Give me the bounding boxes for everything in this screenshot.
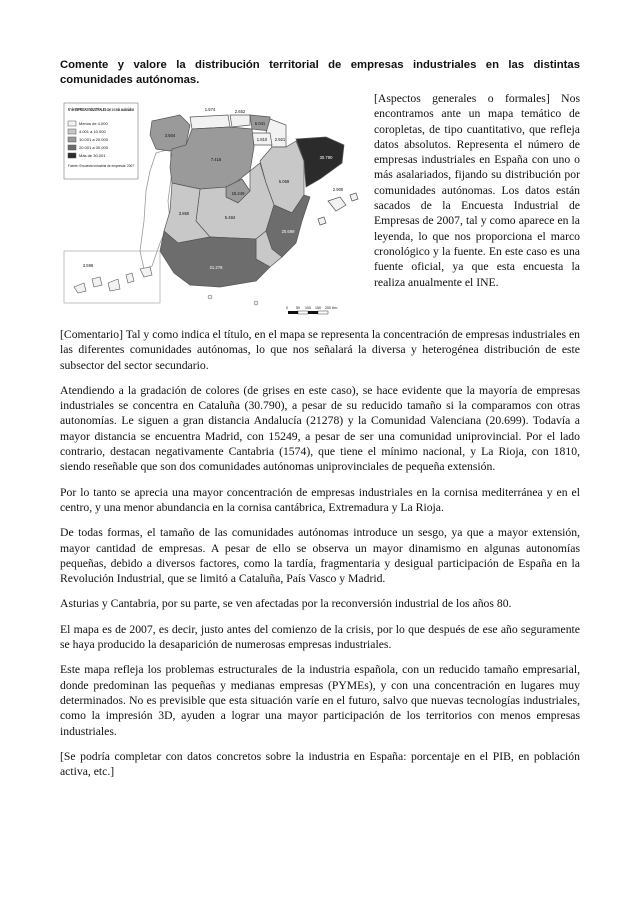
scale-label-150: 150 [315,306,321,310]
legend-swatch-1 [68,121,76,126]
paragraph-comentario: [Comentario] Tal y como indica el título, en el mapa se representa la concentración de empresas industriales en las diferentes comunidades autónomas, lo que nos señalará la diversa y heterogénea distribución de este subsector del sector secundario. [60,328,580,372]
legend-item-2: 4.001 a 10.000 [79,129,106,134]
label-extremadura-value: 3.860 [178,211,190,216]
paragraph-gradacion: Atendiendo a la gradación de colores (de grises en este caso), se hace evidente que la mayoría de empresas industriales se concentra en Cataluña (30.790), a pesar de su reducido tamaño si la comparamos con otras autonomías. Le siguen a gran distancia Andalucía (21278) y la Comunidad Valenciana (20.699). Todavía a mayor distancia se encuentra Madrid, con 15249, a pesar de ser una comunidad uniprovincial. Por el lado contrario, destacan negativamente Cantabria (1574), que tiene el mínimo nacional, y La Rioja, con 1810, siendo reseñable que son dos comunidades autónomas uniprovinciales de pequeña extensión. [60,383,580,474]
region-ceuta [208,295,212,299]
choropleth-map [60,91,364,323]
paragraph-concentracion: Por lo tanto se aprecia una mayor concentración de empresas industriales en la cornisa mediterránea y en el centro, y una menor abundancia en la cornisa cantábrica, Extremadura y La Rioja. [60,485,580,514]
paragraph-sesgo: De todas formas, el tamaño de las comunidades autónomas introduce un sesgo, ya que a mayor extensión, mayor cantidad de empresas. A pesar de ello se observa un mayor dinamismo en algunas autonomías pequeñas, debido a diversos factores, como la tardía, fragmentaria y desigual participación de España en la Revolución Industrial, que se limitó a Cataluña, País Vasco y Madrid. [60,526,580,586]
legend-source: Fuente: Encuesta Industrial de empresas. 2007 [68,164,135,168]
legend-item-5: Más de 30.001 [79,153,106,158]
label-galicia-value: 3.504 [164,133,176,138]
scale-label-200: 200 Km [325,306,338,310]
label-canarias-value: 3.596 [82,263,94,268]
question-title: Comente y valore la distribución territorial de empresas industriales en las distintas comunidades autónomas. [60,59,580,86]
legend-item-1: Menos de 4.000 [79,121,108,126]
region-cantabria [230,115,250,127]
legend-swatch-3 [68,137,76,142]
legend-item-4: 20.001 a 30.000 [79,145,108,150]
scale-label-0: 0 [286,306,288,310]
legend-swatch-2 [68,129,76,134]
label-castilla-la-mancha-value: 5.484 [224,215,236,220]
label-asturias-value: 1.574 [204,107,216,112]
label-navarra-value: 2.921 [274,137,286,142]
legend-swatch-4 [68,145,76,150]
label-madrid-value: 15.249 [231,191,245,196]
spain-map-svg [60,91,364,323]
label-valencia-value: 20.699 [281,229,295,234]
label-pais-vasco-value: 6.041 [254,121,266,126]
scale-label-50: 50 [296,306,300,310]
paragraph-reconversion: Asturias y Cantabria, por su parte, se ven afectadas por la reconversión industrial de los años 80. [60,597,512,611]
document-page [60,58,580,789]
paragraph-crisis: El mapa es de 2007, es decir, justo antes del comienzo de la crisis, por lo que después de ese año seguramente se haya producido la desaparición de numerosas empresas industriales. [60,622,580,652]
label-cataluna-value: 30.790 [319,155,333,160]
intro-paragraph: [Aspectos generales o formales] Nos encontramos ante un mapa temático de coropletas, de tipo cuantitativo, que refleja datos absolutos. Representa el número de empresas industriales en España con uno o más asalariados, fijando su distribución por comunidades autónomas. Los datos están sacados de la Encuesta Industrial de Empresas de 2007, tal y como aparece en la leyenda, lo que nos proporciona el marco cronológico y la fuente. En este caso es una fuente oficial, ya que esta encuesta la realiza anualmente el INE. [374,92,580,289]
legend-item-3: 10.001 a 20.000 [79,137,108,142]
paragraph-problemas: Este mapa refleja los problemas estructurales de la industria española, con un reducido tamaño empresarial, donde predominan las pequeñas y medianas empresas (PYMEs), y con una concentración en lugares muy determinados. No es previsible que esta situación varíe en el futuro, salvo que nuevas tecnologías industriales, como la impresión 3D, ayuden a lograr una mayor participación de los territorios con menos empresas industriales. [60,663,580,738]
label-baleares-value: 2.900 [332,187,344,192]
region-melilla [254,301,258,305]
label-aragon-value: 5.069 [278,179,290,184]
label-la-rioja-value: 1.810 [256,137,268,142]
label-andalucia-value: 21.278 [209,265,223,270]
legend-title-line: Nº de EMPRESAS INDUSTRIALES con 1 o más asalariados [68,107,135,112]
paragraph-completar: [Se podría completar con datos concretos sobre la industria en España: porcentaje en el PIB, en población activa, etc.] [60,749,580,779]
label-cantabria-value: 2.652 [234,109,246,114]
scale-label-100: 100 [305,306,311,310]
legend-swatch-5 [68,153,76,158]
region-asturias [190,115,230,129]
label-castilla-leon-value: 7.416 [210,157,222,162]
map-legend [64,103,138,179]
